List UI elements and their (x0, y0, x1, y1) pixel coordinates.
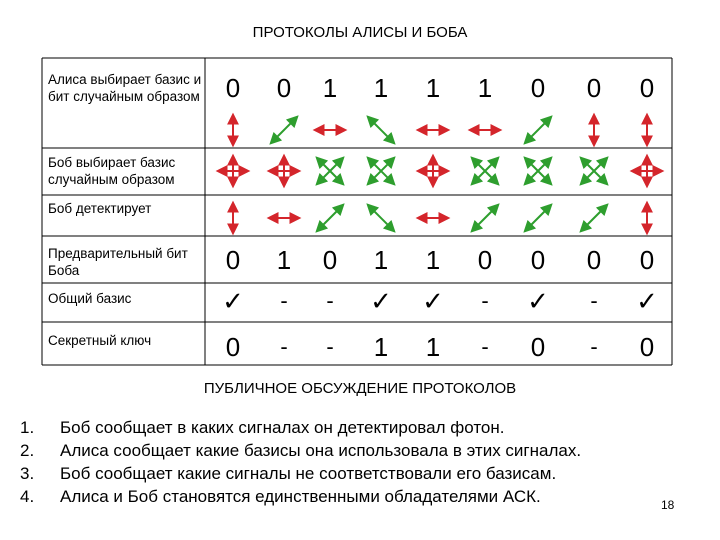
alice-arrow-diag-down (368, 117, 394, 143)
secret-key-bit: 0 (225, 332, 241, 362)
step-item: 3. Боб сообщает какие сигналы не соответствовали его базисам. (20, 464, 557, 483)
common-basis-mark: ✓ (222, 286, 244, 316)
secret-key-bit: 1 (425, 332, 441, 362)
secret-key-bit: - (326, 334, 334, 359)
common-basis-mark: ✓ (636, 286, 658, 316)
alice-bit: 1 (425, 73, 441, 103)
alice-bit: 1 (373, 73, 389, 103)
bob-bit: 0 (477, 245, 493, 275)
common-basis-mark: - (590, 288, 598, 313)
bob-basis-cross (525, 158, 551, 184)
page-number: 18 (661, 498, 675, 512)
bob-detected-arrow-diag-down (368, 205, 394, 231)
alice-bit: 0 (225, 73, 241, 103)
common-basis-mark: - (481, 288, 489, 313)
alice-bit: 1 (322, 73, 338, 103)
bob-basis-cross (368, 158, 394, 184)
bob-bit: 1 (276, 245, 292, 275)
alice-bit: 0 (586, 73, 602, 103)
bob-bit: 0 (225, 245, 241, 275)
row-label-bob-detects: Боб детектирует (48, 201, 152, 216)
steps-list (20, 416, 581, 508)
bob-basis-cross (317, 158, 343, 184)
secret-key-bit: - (280, 334, 288, 359)
bob-detected-arrow-diag-up (525, 205, 551, 231)
common-basis-mark: - (326, 288, 334, 313)
common-basis-mark: ✓ (370, 286, 392, 316)
row-label-common-basis: Общий базис (48, 291, 132, 306)
secret-key-bit: 0 (639, 332, 655, 362)
step-item: 2. Алиса сообщает какие базисы она использовала в этих сигналах. (20, 441, 582, 460)
row-label-secret-key: Секретный ключ (48, 333, 152, 348)
bob-bit: 0 (639, 245, 655, 275)
secret-key-bit: - (481, 334, 489, 359)
alice-bit: 0 (276, 73, 292, 103)
common-basis-mark: ✓ (527, 286, 549, 316)
bob-bit: 1 (373, 245, 389, 275)
row-label-bob-choice: Боб выбирает базис случайным образом (48, 155, 176, 187)
row-label-bob-bit: Предварительный бит Боба (48, 246, 188, 278)
row-label-alice-choice: Алиса выбирает базис и бит случайным образом (48, 72, 202, 104)
secret-key-bit: - (590, 334, 598, 359)
bob-detected-arrow-diag-up (581, 205, 607, 231)
bob-basis-cross (472, 158, 498, 184)
table-symbols (218, 115, 662, 233)
discussion-title: ПУБЛИЧНОЕ ОБСУЖДЕНИЕ ПРОТОКОЛОВ (203, 380, 517, 397)
alice-bit: 0 (530, 73, 546, 103)
bob-basis-cross (581, 158, 607, 184)
bob-basis-plus (418, 156, 448, 186)
step-item: 4. Алиса и Боб становятся единственными обладателями АСК. (20, 487, 541, 506)
step-item: 1. Боб сообщает в каких сигналах он детектировал фотон. (20, 418, 505, 437)
common-basis-mark: - (280, 288, 288, 313)
bob-bit: 0 (322, 245, 338, 275)
bob-detected-arrow-diag-up (472, 205, 498, 231)
bob-basis-plus (269, 156, 299, 186)
secret-key-bit: 0 (530, 332, 546, 362)
bob-basis-plus (218, 156, 248, 186)
bob-bit: 1 (425, 245, 441, 275)
secret-key-bit: 1 (373, 332, 389, 362)
alice-bit: 1 (477, 73, 493, 103)
bob-detected-arrow-diag-up (317, 205, 343, 231)
common-basis-mark: ✓ (422, 286, 444, 316)
alice-bit: 0 (639, 73, 655, 103)
bob-bit: 0 (530, 245, 546, 275)
alice-arrow-diag-up (525, 117, 551, 143)
bob-bit: 0 (586, 245, 602, 275)
alice-arrow-diag-up (271, 117, 297, 143)
page-title: ПРОТОКОЛЫ АЛИСЫ И БОБА (252, 24, 468, 41)
bob-basis-plus (632, 156, 662, 186)
